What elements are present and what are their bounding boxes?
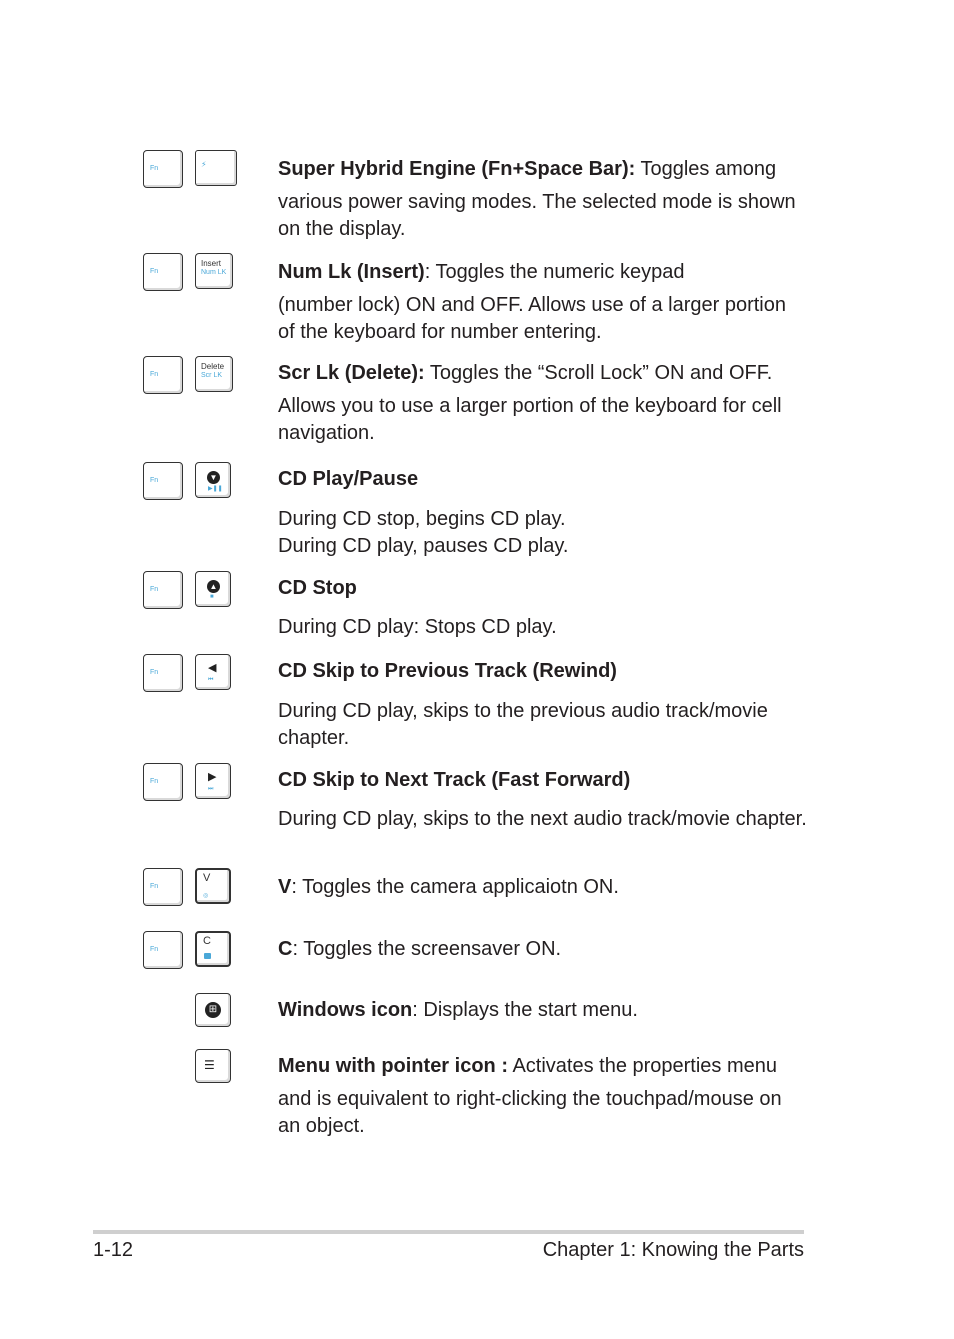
windows-key [195,993,231,1027]
key-combo [143,150,243,190]
fn-key: Fn [143,253,183,291]
key-combo [143,571,243,611]
entry-description: CD Skip to Previous Track (Rewind) During CD play, skips to the previous audio track/movie chapter. [278,660,768,749]
key-combo [143,931,243,971]
screensaver-icon [204,953,211,959]
key-combo [143,462,243,502]
entry-description: Scr Lk (Delete): Toggles the “Scroll Lock” ON and OFF. Allows you to use a larger portion of the keyboard for cell navigation. [278,362,782,444]
key-combo [143,868,243,908]
fn-key: Fn [143,654,183,692]
entry-description: C: Toggles the screensaver ON. [278,938,562,960]
menu-key [195,1049,231,1083]
c-key: C [195,931,231,967]
entry-description: CD Stop During CD play: Stops CD play. [278,577,557,638]
fn-key: Fn [143,868,183,906]
space-bar-key [195,150,237,186]
play-pause-key [195,462,231,498]
down-arrow-circle-icon: ▼ [207,471,220,484]
entry-description: CD Play/Pause During CD stop, begins CD play. During CD play, pauses CD play. [278,468,569,557]
entry-description: Super Hybrid Engine (Fn+Space Bar): Toggles among various power saving modes. The selected mode is shown on the display. [278,158,796,240]
delete-key: Delete Scr LK [195,356,233,392]
page-number: 1-12 [93,1239,134,1261]
fn-key: Fn [143,571,183,609]
lightning-icon: ⚡ [201,160,207,169]
key-combo [143,654,243,694]
fast-forward-icon: ⏭ [208,786,214,792]
left-arrow-key [195,654,231,690]
key-combo [143,993,243,1033]
key-combo [143,356,243,396]
camera-icon: ◎ [203,893,209,899]
footer-rule [93,1230,804,1234]
key-combo [143,1049,243,1089]
entry-description: Windows icon: Displays the start menu. [278,999,638,1021]
entry-description: V: Toggles the camera applicaiotn ON. [278,876,619,898]
windows-logo-icon: ⊞ [205,1002,221,1018]
key-combo [143,253,243,293]
up-arrow-circle-icon: ▲ [207,580,220,593]
insert-key: Insert Num LK [195,253,233,289]
v-key: V ◎ [195,868,231,904]
fn-key: Fn [143,931,183,969]
entry-description: Num Lk (Insert): Toggles the numeric keypad (number lock) ON and OFF. Allows use of a larger portion of the keyboard for number entering. [278,261,786,343]
fn-key: Fn [143,150,183,188]
stop-key [195,571,231,607]
fn-key: Fn [143,356,183,394]
right-arrow-icon: ▶ [208,771,217,783]
entry-description: CD Skip to Next Track (Fast Forward) During CD play, skips to the next audio track/movie chapter. [278,769,807,830]
fn-key: Fn [143,763,183,801]
key-combo [143,763,243,803]
play-pause-icon: ▶❚❚ [208,486,223,492]
stop-icon: ■ [210,594,214,600]
right-arrow-key [195,763,231,799]
chapter-title: Chapter 1: Knowing the Parts [542,1239,804,1261]
rewind-icon: ⏮ [208,677,214,683]
menu-pointer-icon: ☰ [204,1058,215,1072]
left-arrow-icon: ◀ [208,662,217,674]
entry-description: Menu with pointer icon : Activates the properties menu and is equivalent to right-clicking the touchpad/mouse on an object. [278,1055,782,1137]
fn-key: Fn [143,462,183,500]
